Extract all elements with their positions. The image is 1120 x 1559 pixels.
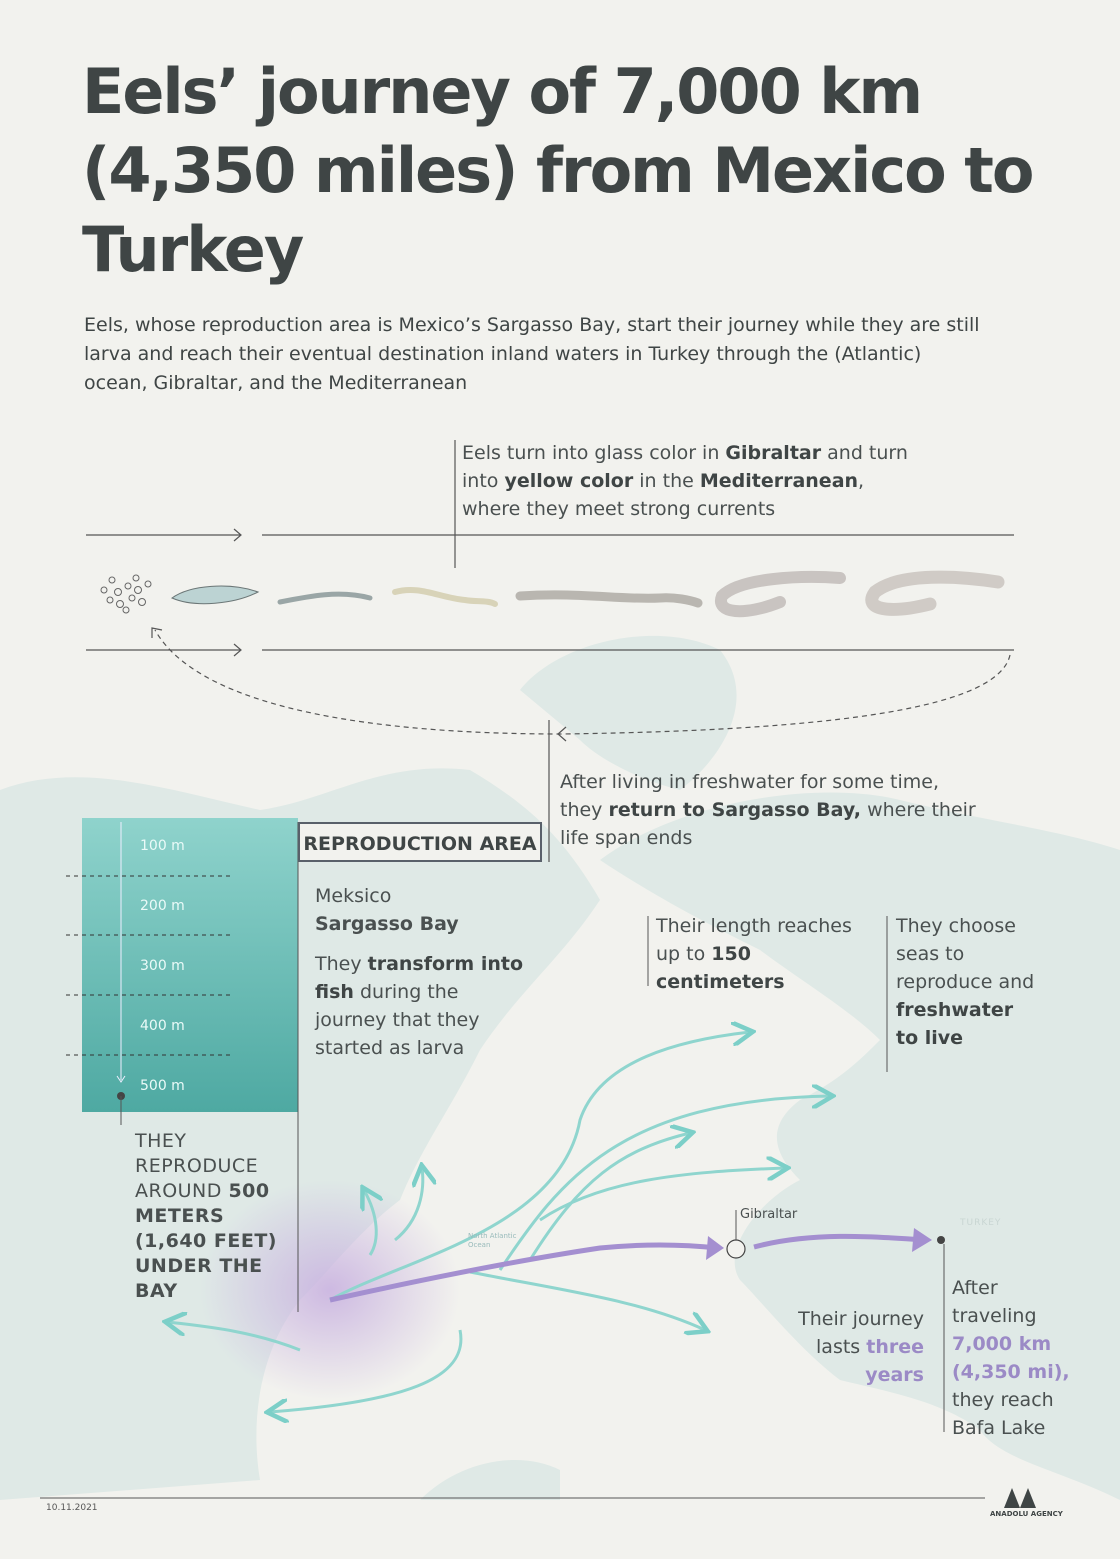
transform-note: They transform into fish during the journey that they started as larva xyxy=(315,953,524,1059)
turkey-map-label: TURKEY xyxy=(960,1218,1002,1228)
journey-duration-note: Their journey lasts three years xyxy=(798,1308,924,1386)
elver-stage xyxy=(395,590,495,604)
choose-note: They choose seas to reproduce and freshwater to live xyxy=(896,915,1035,1049)
larva-stage xyxy=(172,586,258,604)
gibraltar-label: Gibraltar xyxy=(740,1207,798,1222)
glass-eel-stage xyxy=(280,594,370,602)
depth-100: 100 m xyxy=(140,838,185,854)
reproduction-area-label: REPRODUCTION AREA xyxy=(298,822,542,862)
depth-500: 500 m xyxy=(140,1078,185,1094)
yellow-eel-stage xyxy=(520,595,698,603)
water-column xyxy=(82,818,298,1112)
adult-eel-stage xyxy=(872,577,998,609)
return-note: After living in freshwater for some time, they return to Sargasso Bay, where their life span ends xyxy=(560,771,976,849)
agency-name: ANADOLU AGENCY xyxy=(990,1510,1063,1518)
reproduce-depth-note: THEY REPRODUCE AROUND 500 METERS (1,640 FEET) UNDER THE BAY xyxy=(135,1130,277,1302)
page-subtitle: Eels, whose reproduction area is Mexico’s Sargasso Bay, start their journey while they are still larva and reach their eventual destination inland waters in Turkey through the (Atlantic) ocean, Gibraltar, and the Mediterranean xyxy=(84,314,980,394)
depth-400: 400 m xyxy=(140,1018,185,1034)
eel-eggs xyxy=(101,575,151,613)
length-note: Their length reaches up to 150 centimeters xyxy=(656,915,852,993)
ocean-map-label: North Atlantic Ocean xyxy=(468,1232,517,1249)
page-title: Eels’ journey of 7,000 km (4,350 miles) from Mexico to Turkey xyxy=(82,55,1033,286)
bafa-lake-marker xyxy=(937,1236,945,1244)
agency-logo xyxy=(1004,1488,1036,1508)
location-country: Meksico xyxy=(315,885,392,907)
silver-eel-stage xyxy=(721,577,840,611)
gibraltar-marker xyxy=(727,1240,745,1258)
publish-date: 10.11.2021 xyxy=(46,1503,98,1513)
depth-200: 200 m xyxy=(140,898,185,914)
arrival-note: After traveling 7,000 km (4,350 mi), they reach Bafa Lake xyxy=(952,1277,1070,1439)
location-bay: Sargasso Bay xyxy=(315,913,459,935)
glass-color-note: Eels turn into glass color in Gibraltar and turn into yellow color in the Mediterranean, where they meet strong currents xyxy=(462,442,908,520)
location-label xyxy=(315,882,535,938)
depth-300: 300 m xyxy=(140,958,185,974)
